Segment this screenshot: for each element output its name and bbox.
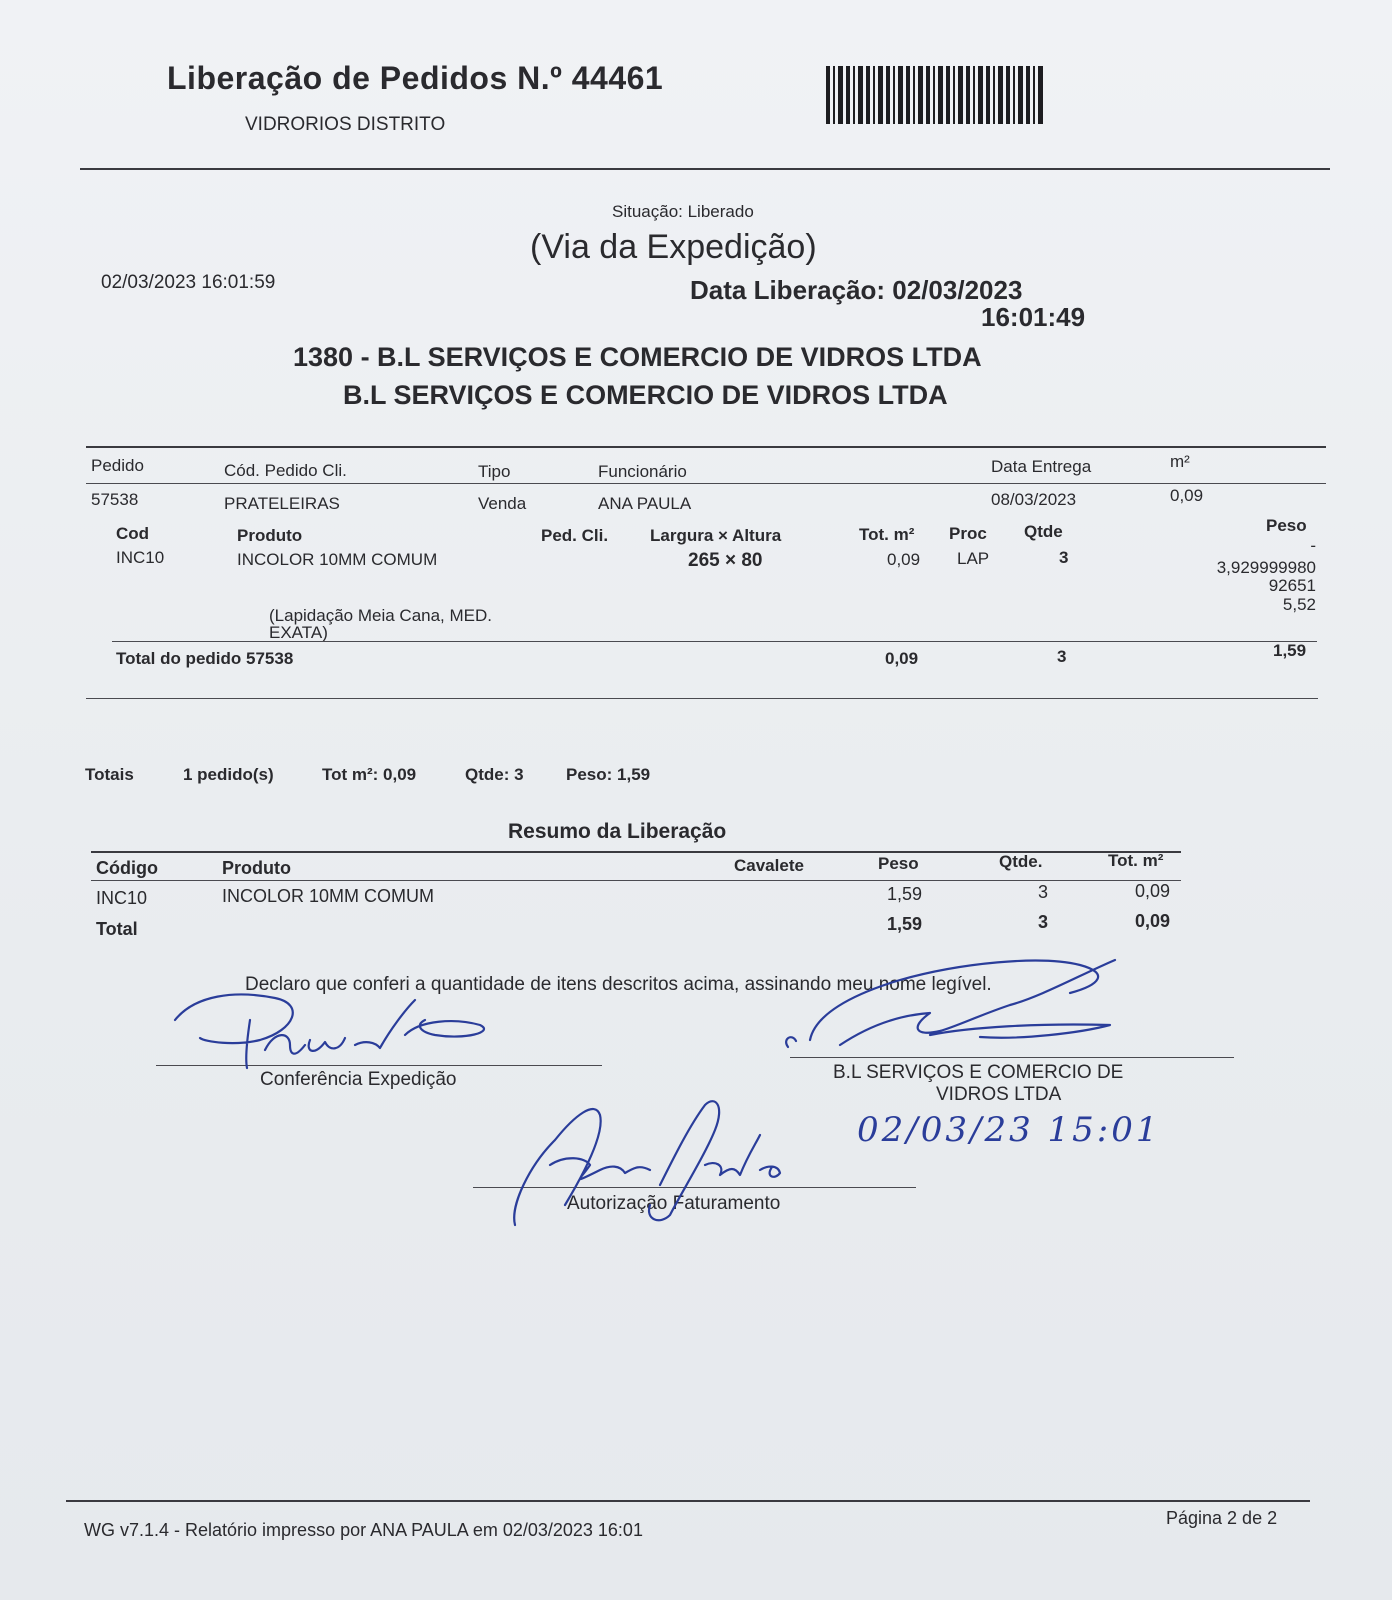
col-ped-cli: Ped. Cli. bbox=[541, 526, 609, 545]
release-time: 16:01:49 bbox=[981, 302, 1086, 332]
printed-timestamp: 02/03/2023 16:01:59 bbox=[101, 272, 276, 293]
item-produto: INCOLOR 10MM COMUM bbox=[237, 550, 438, 569]
col-tipo: Tipo bbox=[478, 462, 511, 481]
footer-page-number: Página 2 de 2 bbox=[1166, 1508, 1278, 1528]
order-header-line bbox=[86, 483, 1326, 484]
item-qtde: 3 bbox=[1059, 548, 1069, 567]
col-cod: Cod bbox=[116, 524, 150, 543]
summary-row-tot-m2: 0,09 bbox=[1135, 881, 1171, 901]
barcode bbox=[826, 66, 1044, 124]
order-data-entrega: 08/03/2023 bbox=[991, 490, 1077, 509]
item-dimensions: 265 × 80 bbox=[688, 550, 763, 571]
totals-label: Totais bbox=[85, 765, 134, 784]
order-pedido: 57538 bbox=[91, 490, 139, 509]
item-note-line2: EXATA) bbox=[269, 623, 328, 642]
summary-col-cavalete: Cavalete bbox=[734, 856, 804, 875]
col-m2: m² bbox=[1170, 452, 1190, 471]
signature-label-conferencia: Conferência Expedição bbox=[260, 1069, 457, 1090]
declaration-text: Declaro que conferi a quantidade de itens descritos acima, assinando meu nome legível. bbox=[245, 974, 992, 995]
totals-pedidos: 1 pedido(s) bbox=[183, 765, 274, 784]
handwritten-date: 02/03/23 15:01 bbox=[857, 1110, 1161, 1150]
summary-col-produto: Produto bbox=[222, 858, 291, 878]
client-name-code: 1380 - B.L SERVIÇOS E COMERCIO DE VIDROS LTDA bbox=[293, 342, 982, 372]
item-note-line1: (Lapidação Meia Cana, MED. bbox=[269, 606, 493, 625]
footer-divider bbox=[66, 1500, 1310, 1502]
summary-header-line bbox=[91, 880, 1181, 881]
item-peso-line1: 3,929999980 bbox=[1216, 558, 1316, 577]
handwritten-signature-company bbox=[780, 955, 1180, 1065]
col-proc: Proc bbox=[949, 524, 987, 543]
order-table-bottom-line bbox=[86, 698, 1318, 699]
header-divider bbox=[80, 168, 1330, 170]
summary-title: Resumo da Liberação bbox=[508, 820, 727, 843]
item-tot-m2: 0,09 bbox=[887, 550, 921, 569]
order-total-qtde: 3 bbox=[1057, 647, 1067, 666]
order-total-m2: 0,09 bbox=[885, 649, 919, 668]
order-total-peso: 1,59 bbox=[1273, 641, 1307, 660]
col-peso: Peso bbox=[1266, 516, 1307, 535]
summary-total-qtde: 3 bbox=[1038, 912, 1049, 932]
handwritten-signature-conferencia bbox=[165, 990, 545, 1080]
document-title: Liberação de Pedidos N.º 44461 bbox=[167, 60, 664, 96]
copy-type: (Via da Expedição) bbox=[530, 228, 817, 266]
item-proc: LAP bbox=[957, 549, 990, 568]
summary-total-peso: 1,59 bbox=[887, 914, 923, 934]
item-peso-line2: 92651 bbox=[1268, 576, 1316, 595]
col-qtde: Qtde bbox=[1024, 522, 1063, 541]
col-cod-pedido-cli: Cód. Pedido Cli. bbox=[224, 461, 347, 480]
item-peso-dash: - bbox=[1310, 536, 1316, 555]
col-funcionario: Funcionário bbox=[598, 462, 687, 481]
summary-col-peso: Peso bbox=[878, 854, 919, 873]
order-total-label: Total do pedido 57538 bbox=[116, 649, 294, 668]
col-dimensions: Largura × Altura bbox=[650, 526, 782, 545]
handwritten-signature-autorizacao bbox=[510, 1095, 810, 1235]
item-total-line bbox=[112, 641, 1317, 642]
release-date: Data Liberação: 02/03/2023 bbox=[690, 275, 1023, 305]
summary-row-peso: 1,59 bbox=[887, 884, 923, 904]
signature-label-company-2: VIDROS LTDA bbox=[936, 1084, 1062, 1105]
status-text: Situação: Liberado bbox=[612, 202, 754, 221]
summary-row-qtde: 3 bbox=[1038, 882, 1049, 902]
totals-tot-m2: Tot m²: 0,09 bbox=[322, 765, 417, 784]
summary-col-qtde: Qtde. bbox=[999, 852, 1043, 871]
footer-printed-by: WG v7.1.4 - Relatório impresso por ANA PAULA em 02/03/2023 16:01 bbox=[84, 1520, 643, 1540]
signature-label-autorizacao: Autorização Faturamento bbox=[567, 1193, 781, 1214]
col-data-entrega: Data Entrega bbox=[991, 457, 1092, 476]
item-cod: INC10 bbox=[116, 548, 165, 567]
summary-total-tot-m2: 0,09 bbox=[1135, 911, 1171, 931]
order-cod-pedido-cli: PRATELEIRAS bbox=[224, 494, 340, 513]
summary-row-produto: INCOLOR 10MM COMUM bbox=[222, 886, 435, 906]
summary-col-tot-m2: Tot. m² bbox=[1108, 851, 1164, 870]
col-pedido: Pedido bbox=[91, 456, 144, 475]
col-produto: Produto bbox=[237, 526, 303, 545]
client-name: B.L SERVIÇOS E COMERCIO DE VIDROS LTDA bbox=[343, 380, 948, 410]
summary-row-codigo: INC10 bbox=[96, 888, 148, 908]
order-tipo: Venda bbox=[478, 494, 527, 513]
order-table-top-line bbox=[86, 446, 1326, 448]
signature-label-company-1: B.L SERVIÇOS E COMERCIO DE bbox=[833, 1062, 1124, 1083]
summary-total-label: Total bbox=[96, 919, 138, 939]
order-funcionario: ANA PAULA bbox=[598, 494, 692, 513]
item-peso-line3: 5,52 bbox=[1282, 595, 1316, 614]
summary-col-codigo: Código bbox=[96, 858, 158, 878]
totals-peso: Peso: 1,59 bbox=[566, 765, 651, 784]
company-name: VIDRORIOS DISTRITO bbox=[245, 114, 446, 135]
col-tot-m2: Tot. m² bbox=[859, 525, 915, 544]
totals-qtde: Qtde: 3 bbox=[465, 765, 524, 784]
order-m2: 0,09 bbox=[1170, 486, 1204, 505]
